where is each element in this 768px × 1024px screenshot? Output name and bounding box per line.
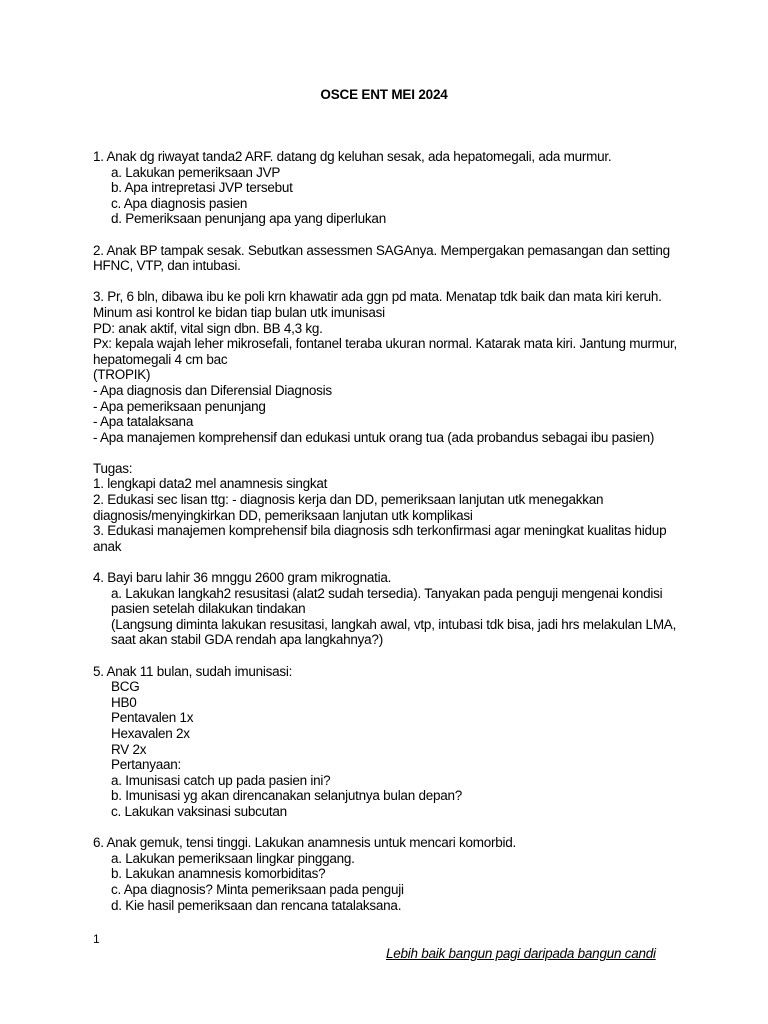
question-5-item: Pentavalen 1x [111,710,194,726]
question-5-item: b. Imunisasi yg akan direncanakan selanjutnya bulan depan? [111,788,463,804]
tugas-line: Tugas: [93,460,133,476]
question-3-line: 3. Pr, 6 bln, dibawa ibu ke poli krn khawatir ada ggn pd mata. Menatap tdk baik dan mata kiri keruh. [93,289,662,305]
tugas-section [93,461,693,555]
spacer [93,274,693,290]
question-3-line: Minum asi kontrol ke bidan tiap bulan utk imunisasi [93,304,385,320]
question-4-item: a. Lakukan langkah2 resusitasi (alat2 sudah tersedia). Tanyakan pada penguji mengenai kondisi [111,585,663,601]
question-3-line: - Apa pemeriksaan penunjang [93,398,266,414]
question-3-line: hepatomegali 4 cm bac [93,351,228,367]
question-1 [93,149,693,227]
question-4-item: (Langsung diminta lakukan resusitasi, langkah awal, vtp, intubasi tdk bisa, jadi hrs melakulan LMA, [111,616,677,632]
question-5-item: a. Imunisasi catch up pada pasien ini? [111,772,331,788]
tugas-line: 2. Edukasi sec lisan ttg: - diagnosis kerja dan DD, pemeriksaan lanjutan utk menegakkan [93,492,604,508]
question-1-item-b: b. Apa intrepretasi JVP tersebut [111,180,293,196]
question-3-line: - Apa manajemen komprehensif dan edukasi untuk orang tua (ada probandus sebagai ibu pasien) [93,429,655,445]
page-number: 1 [93,932,100,946]
tugas-line: 1. lengkapi data2 mel anamnesis singkat [93,476,328,492]
question-1-item-a: a. Lakukan pemeriksaan JVP [111,164,281,180]
question-5-item: Pertanyaan: [111,757,182,773]
question-3-line: - Apa tatalaksana [93,414,194,430]
question-3-line: (TROPIK) [93,367,151,383]
question-4-item: saat akan stabil GDA rendah apa langkahnya?) [111,632,383,648]
document-title: OSCE ENT MEI 2024 [320,87,448,102]
question-3 [93,289,693,445]
spacer [93,648,693,664]
question-6-lead: 6. Anak gemuk, tensi tinggi. Lakukan anamnesis untuk mencari komorbid. [93,835,516,851]
question-5-lead: 5. Anak 11 bulan, sudah imunisasi: [93,663,293,679]
question-5-item: c. Lakukan vaksinasi subcutan [111,803,287,819]
question-3-line: - Apa diagnosis dan Diferensial Diagnosis [93,382,332,398]
question-3-line: PD: anak aktif, vital sign dbn. BB 4,3 kg. [93,320,323,336]
spacer [93,554,693,570]
question-1-item-c: c. Apa diagnosis pasien [111,195,248,211]
question-6 [93,835,693,913]
tugas-line: diagnosis/menyingkirkan DD, pemeriksaan lanjutan utk komplikasi [93,507,473,523]
tugas-line: anak [93,538,122,554]
question-4-lead: 4. Bayi baru lahir 36 mnggu 2600 gram mikrognatia. [93,570,392,586]
question-5-item: RV 2x [111,741,147,757]
document-body [93,149,693,913]
question-1-lead: 1. Anak dg riwayat tanda2 ARF. datang dg keluhan sesak, ada hepatomegali, ada murmur. [93,149,612,164]
question-5-item: HB0 [111,694,137,710]
question-2 [93,243,693,274]
question-4-item: pasien setelah dilakukan tindakan [111,601,306,617]
question-4 [93,570,693,648]
tugas-line: 3. Edukasi manajemen komprehensif bila diagnosis sdh terkonfirmasi agar meningkat kualitas hidup [93,523,667,539]
question-6-item-b: b. Lakukan anamnesis komorbiditas? [111,866,326,882]
question-2-line: 2. Anak BP tampak sesak. Sebutkan assessmen SAGAnya. Mempergakan pemasangan dan setting [93,242,670,258]
spacer [93,445,693,461]
footer-quote: Lebih baik bangun pagi daripada bangun candi [386,946,656,961]
question-1-item-d: d. Pemeriksaan penunjang apa yang diperlukan [111,211,386,227]
question-5-item: BCG [111,679,140,695]
question-3-line: Px: kepala wajah leher mikrosefali, fontanel teraba ukuran normal. Katarak mata kiri. Jantung murmur, [93,336,678,352]
spacer [93,820,693,836]
spacer [93,227,693,243]
question-6-item-a: a. Lakukan pemeriksaan lingkar pinggang. [111,850,355,866]
question-6-item-c: c. Apa diagnosis? Minta pemeriksaan pada penguji [111,881,404,897]
question-2-line: HFNC, VTP, dan intubasi. [93,258,241,274]
question-5 [93,664,693,820]
question-5-item: Hexavalen 2x [111,725,190,741]
question-6-item-d: d. Kie hasil pemeriksaan dan rencana tatalaksana. [111,897,402,913]
